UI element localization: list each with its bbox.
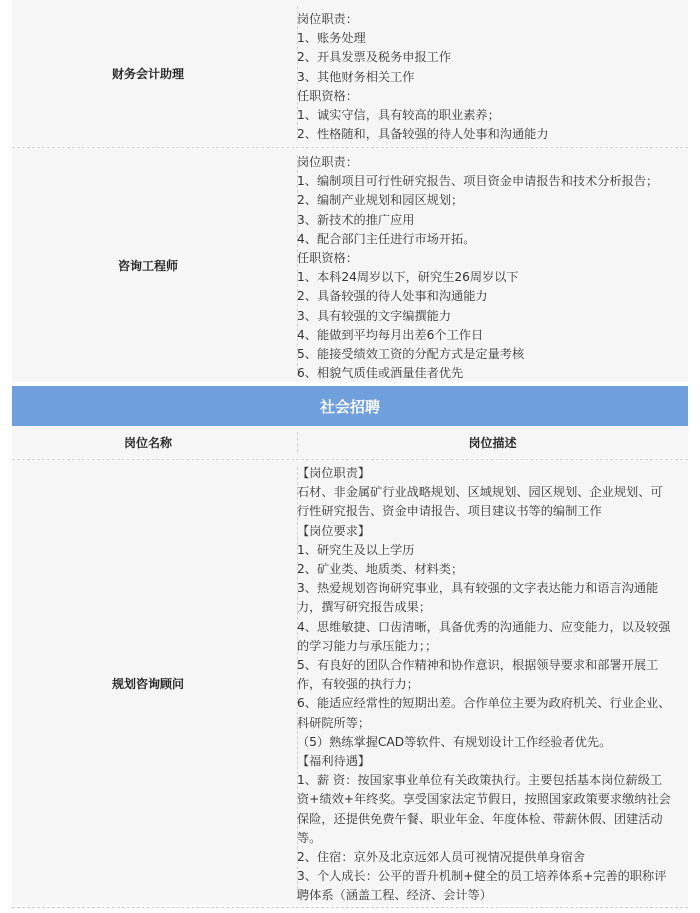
job-row-consulting-engineer	[12, 149, 688, 382]
desc-line: 2、性格随和，具备较强的待人处事和沟通能力	[297, 127, 549, 142]
job-description	[297, 10, 680, 144]
desc-line: 2、编制产业规划和园区规划；	[297, 193, 464, 208]
column-header-position-name: 岗位名称	[123, 435, 172, 450]
desc-line: 1、编制项目可行性研究报告、项目资金申请报告和技术分析报告；	[297, 174, 659, 189]
desc-line: 4、能做到平均每月出差6个工作日	[297, 327, 484, 342]
desc-line: 保险，还提供免费午餐、职业年金、年度体检、带薪休假、团建活动	[297, 811, 663, 826]
desc-line: 1、账务处理	[297, 31, 366, 46]
desc-line: 资+绩效+年终奖。享受国家法定节假日，按照国家政策要求缴纳社会	[297, 792, 671, 807]
desc-line: 2、住宿：京外及北京远郊人员可视情况提供单身宿舍	[297, 850, 586, 865]
desc-line: 的学习能力与承压能力；；	[297, 638, 438, 653]
desc-line: 6、相貌气质佳或酒量佳者优先	[297, 366, 464, 381]
job-name: 规划咨询顾问	[111, 676, 184, 691]
desc-line: 聘体系（涵盖工程、经济、会计等）	[297, 888, 492, 903]
desc-line: 行性研究报告、资金申请报告、项目建议书等的编制工作	[297, 504, 602, 519]
header-divider	[12, 459, 688, 460]
desc-line: 【岗位职责】	[297, 466, 371, 480]
desc-line: 5、有良好的团队合作精神和协作意识，根据领导要求和部署开展工	[297, 658, 659, 673]
job-name: 咨询工程师	[117, 259, 178, 273]
job-description	[297, 464, 680, 906]
desc-line: 3、新技术的推广应用	[297, 212, 415, 227]
desc-line: 【福利待遇】	[297, 754, 371, 769]
desc-line: 力，撰写研究报告成果；	[297, 600, 432, 615]
desc-line: 等。	[297, 830, 322, 845]
job-description	[297, 153, 680, 383]
table-header	[12, 426, 688, 458]
desc-line: 1、本科24周岁以下，研究生26周岁以下	[297, 270, 519, 285]
desc-line: 作，有较强的执行力；	[297, 677, 419, 692]
desc-line: （5）熟练掌握CAD等软件、有规划设计工作经验者优先。	[297, 734, 612, 749]
desc-line: 6、能适应经常性的短期出差。合作单位主要为政府机关、行业企业、	[297, 696, 671, 711]
desc-line: 2、开具发票及税务申报工作	[297, 50, 452, 65]
desc-line: 任职资格：	[297, 251, 358, 266]
row-divider	[12, 147, 688, 148]
desc-line: 3、具有较强的文字编撰能力	[297, 308, 452, 323]
job-row-planning-consultant	[12, 461, 688, 905]
desc-line: 3、个人成长：公平的晋升机制+健全的员工培养体系+完善的职称评	[297, 869, 667, 884]
desc-line: 任职资格：	[297, 88, 358, 103]
desc-line: 4、思维敏捷、口齿清晰，具备优秀的沟通能力、应变能力，以及较强	[297, 619, 671, 634]
desc-line: 2、具备较强的待人处事和沟通能力	[297, 289, 488, 304]
row-divider	[12, 907, 688, 908]
desc-line: 1、诚实守信，具有较高的职业素养；	[297, 108, 500, 123]
desc-line: 岗位职责：	[297, 155, 358, 169]
job-row-accounting-assistant	[12, 0, 688, 146]
desc-line: 3、其他财务相关工作	[297, 69, 415, 84]
desc-line: 科研院所等；	[297, 715, 371, 730]
desc-line: 2、矿业类、地质类、材料类；	[297, 562, 464, 577]
desc-line: 1、研究生及以上学历	[297, 542, 415, 557]
desc-line: 岗位职责：	[297, 12, 358, 26]
desc-line: 【岗位要求】	[297, 523, 371, 538]
desc-line: 石材、非金属矿行业战略规划、区域规划、园区规划、企业规划、可	[297, 485, 663, 500]
desc-line: 3、热爱规划咨询研究事业，具有较强的文字表达能力和语言沟通能	[297, 581, 659, 596]
column-header-position-description: 岗位描述	[468, 435, 517, 450]
desc-line: 1、薪 资：按国家事业单位有关政策执行。主要包括基本岗位薪级工	[297, 773, 663, 788]
desc-line: 5、能接受绩效工资的分配方式是定量考核	[297, 347, 525, 362]
section-banner-social-recruitment: 社会招聘	[12, 386, 688, 426]
desc-line: 4、配合部门主任进行市场开拓。	[297, 231, 476, 246]
job-name: 财务会计助理	[111, 66, 184, 81]
